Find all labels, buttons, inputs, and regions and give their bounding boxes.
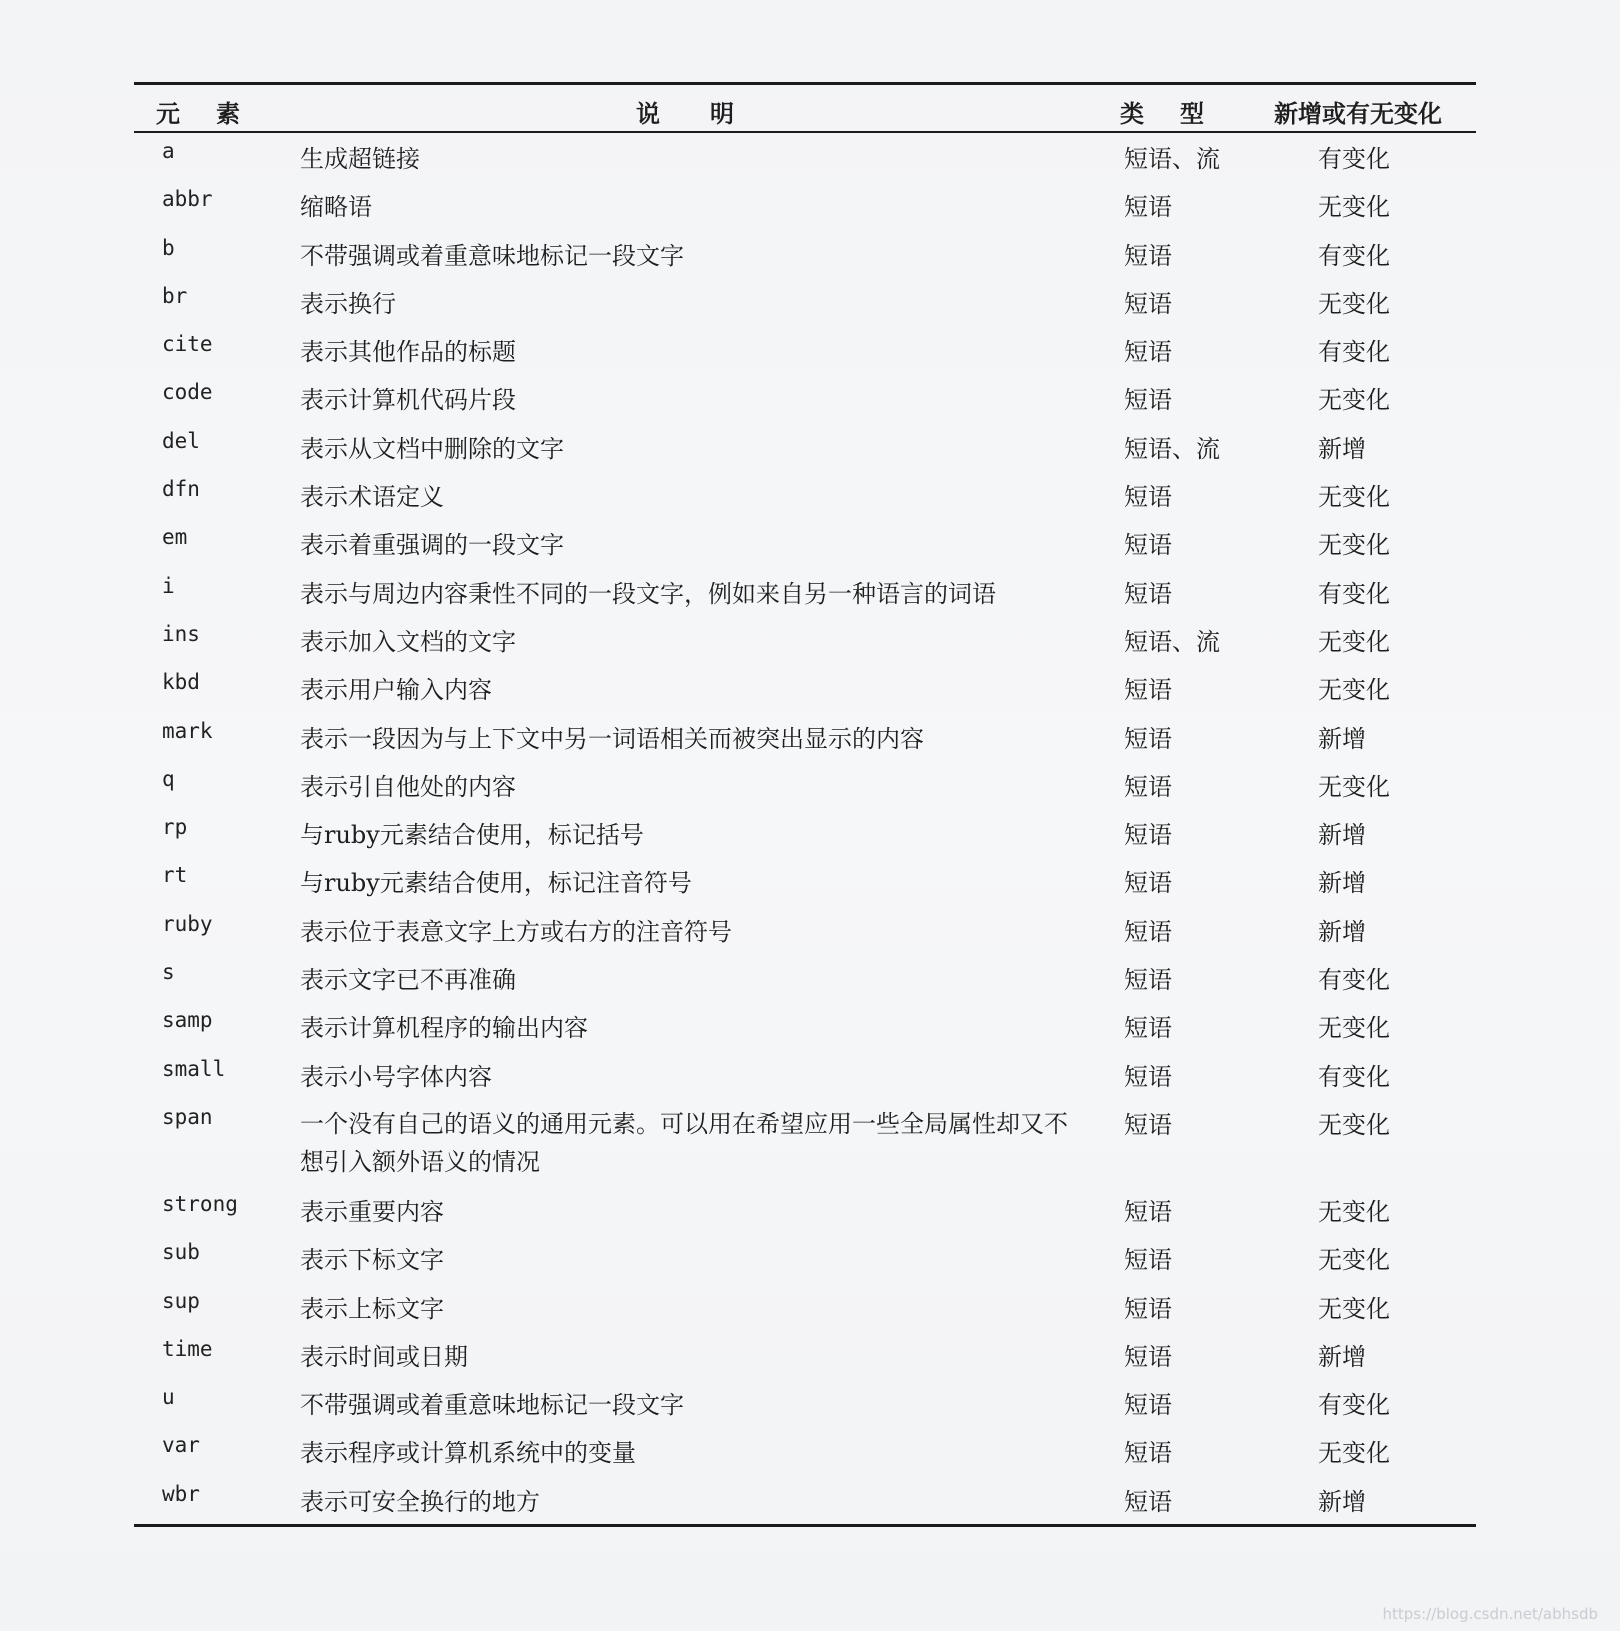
cell-type: 短语	[1124, 1197, 1172, 1226]
cell-description: 表示文字已不再准确	[300, 966, 516, 995]
header-change: 新增或有无变化	[1274, 100, 1442, 128]
cell-element: q	[162, 766, 175, 791]
cell-element: dfn	[162, 477, 200, 502]
cell-element: samp	[162, 1008, 213, 1033]
cell-type: 短语	[1124, 676, 1172, 705]
cell-change: 无变化	[1318, 1197, 1390, 1226]
cell-change: 无变化	[1318, 531, 1390, 560]
cell-description: 表示一段因为与上下文中另一词语相关而被突出显示的内容	[300, 724, 924, 753]
cell-type: 短语	[1124, 724, 1172, 753]
cell-element: var	[162, 1433, 200, 1458]
cell-type: 短语	[1124, 483, 1172, 512]
table-row	[134, 1379, 1476, 1427]
cell-type: 短语	[1124, 531, 1172, 560]
table-row	[134, 1051, 1476, 1099]
table-row	[134, 568, 1476, 616]
header-description: 说明	[636, 100, 784, 128]
cell-element: strong	[162, 1191, 238, 1216]
cell-element: wbr	[162, 1481, 200, 1506]
cell-element: cite	[162, 332, 213, 357]
cell-type: 短语	[1124, 1062, 1172, 1091]
table-bottom-rule	[134, 1524, 1476, 1527]
table-row	[134, 809, 1476, 857]
cell-type: 短语	[1124, 772, 1172, 801]
cell-description: 表示术语定义	[300, 483, 444, 512]
table-row	[134, 1234, 1476, 1282]
cell-change: 有变化	[1318, 966, 1390, 995]
cell-description: 表示用户输入内容	[300, 676, 492, 705]
cell-change: 无变化	[1318, 1294, 1390, 1323]
cell-change: 新增	[1318, 821, 1366, 850]
cell-change: 有变化	[1318, 241, 1390, 270]
cell-change: 新增	[1318, 1342, 1366, 1371]
cell-description: 表示重要内容	[300, 1197, 444, 1226]
cell-description: 表示时间或日期	[300, 1342, 468, 1371]
cell-change: 无变化	[1318, 1439, 1390, 1468]
cell-description: 与ruby元素结合使用，标记括号	[300, 821, 644, 850]
cell-change: 无变化	[1318, 193, 1390, 222]
elements-table	[134, 82, 1476, 1527]
cell-type: 短语	[1124, 966, 1172, 995]
cell-change: 新增	[1318, 724, 1366, 753]
cell-type: 短语	[1124, 1342, 1172, 1371]
cell-type: 短语	[1124, 241, 1172, 270]
cell-type: 短语	[1124, 579, 1172, 608]
table-row	[134, 1427, 1476, 1475]
cell-element: i	[162, 573, 175, 598]
cell-element: time	[162, 1336, 213, 1361]
cell-change: 新增	[1318, 869, 1366, 898]
cell-element: b	[162, 235, 175, 260]
cell-change: 无变化	[1318, 386, 1390, 415]
cell-element: mark	[162, 718, 213, 743]
cell-description: 表示换行	[300, 289, 396, 318]
table-row	[134, 519, 1476, 567]
cell-change: 新增	[1318, 917, 1366, 946]
cell-element: br	[162, 283, 188, 308]
cell-description: 表示可安全换行的地方	[300, 1487, 540, 1516]
cell-type: 短语	[1124, 386, 1172, 415]
cell-change: 有变化	[1318, 1062, 1390, 1091]
cell-description: 与ruby元素结合使用，标记注音符号	[300, 869, 692, 898]
table-row	[134, 857, 1476, 905]
cell-description: 生成超链接	[300, 145, 420, 173]
table-row	[134, 954, 1476, 1002]
table-row	[134, 616, 1476, 664]
cell-description: 表示位于表意文字上方或右方的注音符号	[300, 917, 732, 946]
cell-change: 无变化	[1318, 1014, 1390, 1043]
cell-change: 新增	[1318, 1487, 1366, 1516]
table-row	[134, 471, 1476, 519]
table-row	[134, 761, 1476, 809]
cell-description: 表示从文档中删除的文字	[300, 434, 564, 463]
table-row	[134, 1476, 1476, 1524]
cell-type: 短语、流	[1124, 627, 1220, 656]
cell-element: em	[162, 525, 188, 550]
cell-change: 有变化	[1318, 338, 1390, 367]
cell-description: 表示计算机程序的输出内容	[300, 1014, 588, 1043]
cell-change: 无变化	[1318, 1110, 1390, 1139]
cell-type: 短语	[1124, 289, 1172, 318]
cell-type: 短语	[1124, 917, 1172, 946]
cell-type: 短语	[1124, 821, 1172, 850]
table-row	[134, 1283, 1476, 1331]
cell-type: 短语	[1124, 1014, 1172, 1043]
table-row	[134, 1002, 1476, 1050]
header-element: 元素	[156, 100, 276, 128]
table-row	[134, 664, 1476, 712]
cell-description: 表示加入文档的文字	[300, 627, 516, 656]
cell-element: code	[162, 380, 213, 405]
cell-type: 短语	[1124, 1294, 1172, 1323]
cell-element: rt	[162, 863, 188, 888]
cell-change: 有变化	[1318, 579, 1390, 608]
cell-description: 不带强调或着重意味地标记一段文字	[300, 1391, 684, 1420]
cell-description: 表示引自他处的内容	[300, 772, 516, 801]
cell-change: 无变化	[1318, 1246, 1390, 1275]
cell-change: 无变化	[1318, 676, 1390, 705]
cell-change: 无变化	[1318, 483, 1390, 512]
table-body	[134, 133, 1476, 1524]
table-row	[134, 1186, 1476, 1234]
cell-element: small	[162, 1056, 226, 1081]
table-row	[134, 133, 1476, 181]
cell-type: 短语、流	[1124, 145, 1220, 173]
cell-element: u	[162, 1385, 175, 1410]
header-type: 类型	[1120, 100, 1240, 128]
table-row	[134, 713, 1476, 761]
table-row	[134, 423, 1476, 471]
cell-change: 有变化	[1318, 1391, 1390, 1420]
cell-description: 表示其他作品的标题	[300, 338, 516, 367]
table-row	[134, 1331, 1476, 1379]
cell-description: 表示着重强调的一段文字	[300, 531, 564, 560]
cell-type: 短语	[1124, 1110, 1172, 1139]
table-row	[134, 230, 1476, 278]
cell-description: 表示计算机代码片段	[300, 386, 516, 415]
table-row	[134, 181, 1476, 229]
cell-description: 表示与周边内容秉性不同的一段文字，例如来自另一种语言的词语	[300, 579, 996, 608]
watermark-url: https://blog.csdn.net/abhsdb	[1382, 1605, 1598, 1623]
cell-change: 无变化	[1318, 289, 1390, 318]
cell-type: 短语	[1124, 338, 1172, 367]
cell-type: 短语、流	[1124, 434, 1220, 463]
cell-type: 短语	[1124, 869, 1172, 898]
cell-change: 有变化	[1318, 145, 1390, 173]
cell-type: 短语	[1124, 1487, 1172, 1516]
table-header	[134, 85, 1476, 133]
cell-change: 无变化	[1318, 772, 1390, 801]
cell-element: a	[162, 139, 175, 163]
cell-description: 表示程序或计算机系统中的变量	[300, 1439, 636, 1468]
cell-description: 一个没有自己的语义的通用元素。可以用在希望应用一些全局属性却又不想引入额外语义的情况	[300, 1109, 1068, 1176]
cell-description: 表示小号字体内容	[300, 1062, 492, 1091]
cell-element: sup	[162, 1288, 200, 1313]
cell-type: 短语	[1124, 193, 1172, 222]
cell-element: kbd	[162, 670, 200, 695]
cell-type: 短语	[1124, 1246, 1172, 1275]
cell-element: rp	[162, 815, 188, 840]
cell-element: ins	[162, 621, 200, 646]
cell-element: del	[162, 428, 200, 453]
cell-type: 短语	[1124, 1439, 1172, 1468]
table-row	[134, 906, 1476, 954]
cell-element: s	[162, 960, 175, 985]
cell-description: 缩略语	[300, 193, 372, 222]
cell-change: 无变化	[1318, 627, 1390, 656]
table-row	[134, 326, 1476, 374]
cell-element: abbr	[162, 187, 213, 212]
cell-change: 新增	[1318, 434, 1366, 463]
cell-description: 表示下标文字	[300, 1246, 444, 1275]
cell-description: 不带强调或着重意味地标记一段文字	[300, 241, 684, 270]
cell-type: 短语	[1124, 1391, 1172, 1420]
table-row	[134, 374, 1476, 422]
table-row	[134, 1099, 1476, 1186]
cell-element: span	[162, 1104, 213, 1129]
table-row	[134, 278, 1476, 326]
cell-description: 表示上标文字	[300, 1294, 444, 1323]
cell-element: ruby	[162, 911, 213, 936]
cell-element: sub	[162, 1240, 200, 1265]
